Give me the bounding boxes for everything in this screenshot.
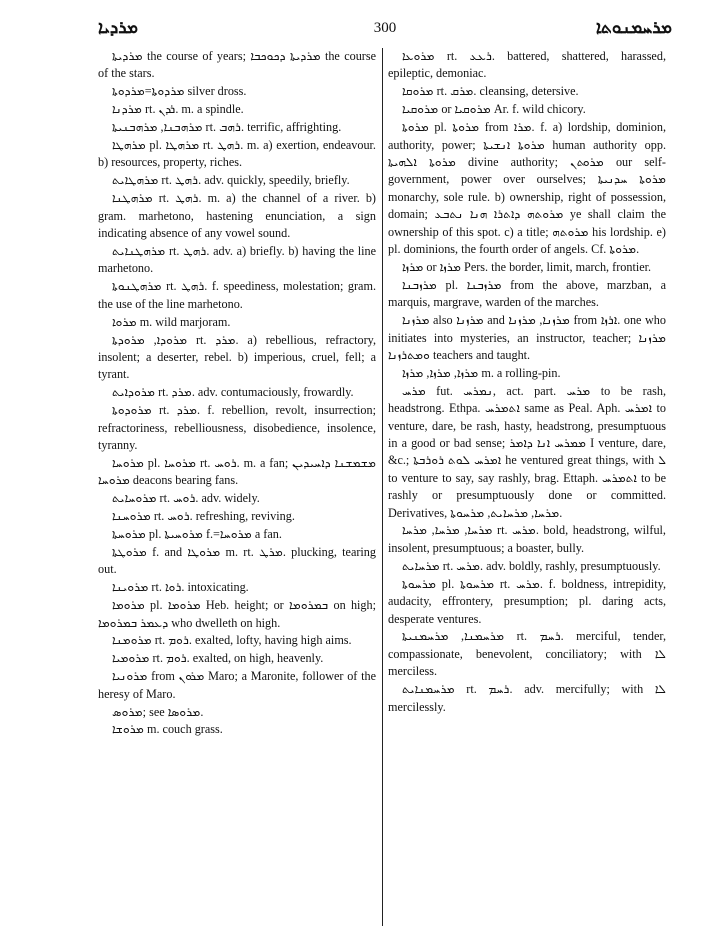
dictionary-columns: [98, 48, 672, 928]
entry: ܡܪܗܛܐ pl. ܡܪܗܛܐ rt. ܪܗܛ. m. a) exertion, endeavour. b) resources, property, riches.: [98, 138, 376, 170]
right-column: [388, 48, 666, 928]
entry: ܡܪܗܛܢܘܬܐ rt. ܪܗܛ. f. speediness, molestation; gram. the use of the line marhetono.: [98, 279, 376, 311]
entry: ܡܪܘܩܝܐ or ܡܪܘܩܝܐ Ar. f. wild chicory.: [402, 102, 586, 117]
entry: ܡܪܘܡܐ pl. ܡܪܘܡܐ Heb. height; or ܒܡܪܘܡܐ on high; ܕܥܡܪ ܒܡܪܘܡܐ who dwelleth on high.: [98, 598, 376, 630]
entry: ܡܪܚܐ, ܡܪܚܐ, ܡܪܚܐ rt. ܡܪܚ. bold, headstrong, wilful, insolent, presumptuous; a boaster, bully.: [388, 523, 666, 555]
entry: ܡܪܘܩܐ rt. ܡܪܩ. cleansing, detersive.: [402, 84, 579, 99]
entry: ܡܪܘܕܘܬܐ rt. ܡܪܕ. f. rebellion, revolt, insurrection; refractoriness, rebelliousness, disobedience, insolence, tyranny.: [98, 403, 376, 452]
entry: ܡܪܘܐ m. wild marjoram.: [112, 314, 231, 329]
entry: ܡܪܘܣ; see ܡܪܘܣܐ.: [112, 704, 204, 719]
entry: ܡܪܚܘܬܐ pl. ܡܪܚܘܬܐ rt. ܡܪܚ. f. boldness, intrepidity, audacity, effrontery, presumption; pl. daring acts, desperate ventures.: [388, 576, 666, 626]
entry: ܡܪܘܡܝܐ rt. ܪܘܡ. exalted, on high, heavenly.: [112, 651, 324, 666]
page-number: 300: [373, 20, 397, 36]
left-running-head: ܡܪܕܝܐ: [98, 18, 139, 38]
entry: ܡܪܙܒܢܐ pl. ܡܪܙܒܢܐ from the above, marzban, a marquis, margrave, warden of the marches.: [388, 277, 666, 310]
entry: ܡܪܚܡܢܐ, ܡܪܚܡܢܝܬܐ rt. ܪܚܡ. merciful, tender, compassionate, benevolent, conciliatory; with ܠܐ merciless.: [388, 629, 666, 679]
entry: ܡܪܘܚܬܐ pl. ܡܪܘܚܝܬܐ f.=ܡܪܘܚܐ a fan.: [112, 526, 282, 541]
right-running-head: ܡܪܚܡܢܘܬܐ: [595, 18, 672, 38]
entry: ܡܪܚܐܝܬ rt. ܡܪܚ. adv. boldly, rashly, presumptuously.: [402, 558, 661, 573]
column-divider: [382, 48, 383, 926]
entry: ܡܪܘܫܐ m. couch grass.: [112, 722, 223, 737]
entry: ܡܪܘܬܐ pl. ܡܪܘܬܐ from ܡܪܐ. f. a) lordship, dominion, authority, power; ܡܪܘܬܐ ܐܢܫܝܬܐ human authority opp. ܡܪܘܬܐ ܐܠܗܝܬܐ divine authority; ܡܪܘܬܢ our self-government, power over ourselves; ܡܪܘܬܐ ܚܕܢܝܬܐ monarchy, sole rule. b) ownership, right of possession, domain; ܡܪܘܬܗ ܕܐܬܪܐ ܗܢܐ ܢܬܒܥ ye shall claim the ownership of this spot. c) a title; ܡܪܘܬܗ his lordship. e) pl. dominions, the fourth order of angels. Cf. ܡܪܘܬܐ.: [388, 120, 666, 256]
entry: ܡܪܘܚܐ pl. ܡܪܘܚܐ rt. ܪܘܚ. m. a fan; ܡܫܡܫܢܐ ܕܐܚܝܕܝܢ ܡܪܘܚܐ deacons bearing fans.: [98, 455, 376, 488]
entry: ܡܪܕܝܬܐ the course of years; ܡܪܕܝܬܐ ܕܟܘܟܒܐ the course of the stars.: [98, 49, 376, 81]
entry: ܡܪܗܛܐܝܬ rt. ܪܗܛ. adv. quickly, speedily, briefly.: [112, 173, 350, 188]
entry: ܡܪܗܒܢܐ, ܡܪܗܒܢܝܬܐ rt. ܪܗܒ. terrific, affrighting.: [112, 120, 342, 135]
entry: ܡܪܕܘܬܐ=ܡܪܕܘܬܐ silver dross.: [112, 84, 247, 99]
entry: ܡܪܘܚܢܐ rt. ܪܘܚ. refreshing, reviving.: [112, 509, 295, 524]
entry: ܡܪܗܛܢܐ rt. ܪܗܛ. m. a) the channel of a river. b) gram. marhetono, hastening enunciation, a sign indicating absence of any vowel sound.: [98, 191, 376, 241]
entry: ܡܪܘܢܝܐ from ܡܪܘܢ Maro; a Maronite, follower of the heresy of Maro.: [98, 669, 376, 701]
entry: ܡܪܚ fut. ܢܡܪܚ, act. part. ܡܪܚ to be rash, headstrong. Ethpa. ܐܬܡܪܚ same as Peal. Aph. ܐܡܪܚ to venture, dare, be rash, hasty, headstrong, presumptuous in a good or bad sense; ܡܡܪܚ ܐܢܐ ܕܐܡܪ I venture, dare, &c.; ܐܡܪܚ ܠܘܬ ܪܘܪܒܬܐ he ventured great things, with ܠ to venture to say, say rashly, brag. Ettaph. ܐܬܡܪܚ to be rashly or presumptuously done or committed. Derivatives, ܡܪܚܐ, ܡܪܚܐܝܬ, ܡܪܚܘܬܐ.: [388, 383, 666, 520]
entry: ܡܪܗܛܢܐܝܬ rt. ܪܗܛ. adv. a) briefly. b) having the line marhetono.: [98, 243, 376, 276]
entry: ܡܪܘܛܬܐ f. and ܡܪܘܛܐ m. rt. ܡܪܛ. plucking, tearing out.: [98, 544, 376, 577]
entry: ܡܪܙܐ or ܡܪܙܐ Pers. the border, limit, march, frontier.: [402, 259, 652, 274]
entry: ܡܪܘܕܐ, ܡܪܘܕܬܐ rt. ܡܪܕ. a) rebellious, refractory, insolent; a deserter, rebel. b) imperious, cruel, fell; a tyrant.: [98, 332, 376, 382]
entry: ܡܪܙܢܐ also ܡܪܙܢܐ and ܡܪܙܢܐ, ܡܪܙܢܐ from ܐܪܙܐ. one who initiates into mysteries, an instructor, teacher; ܡܪܙܢܐ ܘܡܬܪܙܢܐ teachers and taught.: [388, 313, 666, 362]
entry: ܡܪܚܡܢܐܝܬ rt. ܪܚܡ. adv. mercifully; with ܠܐ mercilessly.: [388, 682, 666, 714]
left-column: [98, 48, 376, 928]
entry: ܡܪܘܕܐܝܬ rt. ܡܪܕ. adv. contumaciously, frowardly.: [112, 385, 354, 400]
entry: ܡܪܘܡܢܐ rt. ܪܘܡ. exalted, lofty, having high aims.: [112, 633, 352, 648]
entry: ܡܪܘܚܐܝܬ rt. ܪܘܚ. adv. widely.: [112, 491, 260, 506]
page-header: [98, 16, 672, 46]
entry: ܡܪܙܐ, ܡܪܙܐ, ܡܪܙܐ m. a rolling-pin.: [402, 365, 561, 380]
entry: ܡܪܕܢܐ rt. ܪܕܢ. m. a spindle.: [112, 102, 244, 117]
entry: ܡܪܘܝܢܐ rt. ܪܘܐ. intoxicating.: [112, 580, 249, 595]
entry: ܡܪܘܥܐ rt. ܪܥܥ. battered, shattered, harassed, epileptic, demoniac.: [388, 49, 666, 81]
